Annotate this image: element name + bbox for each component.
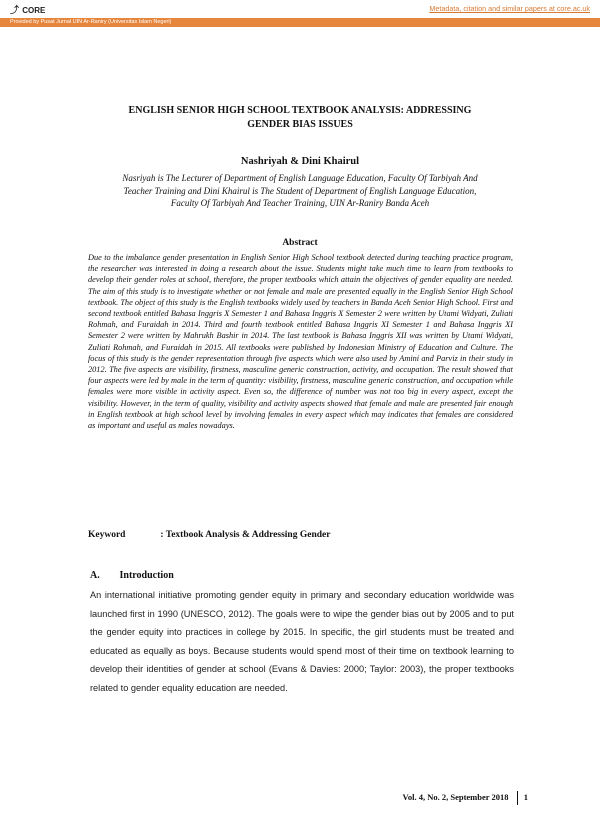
author-affiliation — [80, 172, 520, 210]
provided-by-bar — [0, 18, 600, 27]
paper-authors: Nashriyah & Dini Khairul — [240, 156, 360, 167]
page-footer — [402, 791, 528, 805]
section-title: Introduction — [119, 570, 174, 581]
keyword-value: : Textbook Analysis & Addressing Gender — [160, 530, 331, 540]
affiliation-line-1: Nasriyah is The Lecturer of Department of English Language Education, Faculty Of Tarbiyah And — [122, 173, 478, 183]
abstract-text: Due to the imbalance gender presentation in English Senior High School textbook detected during teaching practice program, the researcher was interested in doing a research about the issue. Students might take much time to learn from textbooks to develop their gender roles at school, therefore, the proper textbooks which attain the objectives of gender equality are needed. The aim of this study is to investigate whether or not female and male are presented equally in the English Senior High School textbook. The object of this study is the English textbooks widely used by teachers in Banda Aceh Senior High School. First and second textbook entitled Bahasa Inggris X Semester 1 and Bahasa Inggris X Semester 2 were written by Utami Widyati, Zuliati Rohmah, and Furaidah in 2014. Third and fourth textbook entitled Bahasa Inggris XI Semester 1 and Bahasa Inggris XI Semester 2 were written by Mahrukh Bashir in 2014. The last textbook is Bahasa Inggris XII was written by Utami Widyati, Zuliati Rohmah, and Furaidah in 2015. All textbooks were published by Indonesian Ministry of Education and Culture. The focus of this study is the gender representation through five aspects which were also used by Amini and Parviz in their study in 2012. The five aspects are visibility, firstness, masculine generic construction, activity, and occupation. The result showed that four aspects were led by male in the term of quantity: visibility, firstness, masculine generic construction, and occupation while females were more visible in activity aspect. Even so, the difference of number was not too big in every aspect, except the visibility. However, in the term of quality, visibility and activity aspects showed that female and male are presented fair enough in English textbook at high school level by involving females in every aspect which may indicates that females are considered as important and useful as males nowadays. — [88, 253, 513, 431]
provided-by-text: Provided by Pusat Jurnal UIN Ar-Raniry (Universitas Islam Negeri) — [10, 18, 172, 25]
page-number: 1 — [523, 791, 528, 802]
section-number: A. — [90, 570, 100, 581]
footer-divider — [517, 791, 518, 805]
affiliation-line-2: Teacher Training and Dini Khairul is The Student of Department of English Language Education, — [123, 185, 477, 196]
core-header — [0, 0, 600, 18]
affiliation-line-3: Faculty Of Tarbiyah And Teacher Training, UIN Ar-Raniry Banda Aceh — [170, 198, 430, 208]
journal-info: Vol. 4, No. 2, September 2018 — [402, 791, 509, 802]
core-metadata-link[interactable]: Metadata, citation and similar papers at core.ac.uk — [429, 4, 590, 13]
keyword-label: Keyword — [88, 530, 126, 540]
abstract-heading: Abstract — [282, 238, 318, 248]
core-logo-text: CORE — [22, 6, 46, 15]
section-heading-introduction — [90, 570, 174, 581]
paper-title — [80, 104, 520, 131]
core-logo-icon: ⤴ — [10, 5, 20, 15]
paper-title-line-2: GENDER BIAS ISSUES — [247, 118, 353, 130]
introduction-paragraph: An international initiative promoting gender equity in primary and secondary education worldwide was launched first in 1990 (UNESCO, 2012). The goals were to wipe the gender bias out by 2005 and to put the gender equity into practices in college by 2015. In specific, the girl students must be treated and educated as equally as boys. Because students would spend most of their time on textbook learning to develop their identities of gender at school (Evans & Davies: 2000; Taylor: 2003), the proper textbooks related to gender equality education are needed. — [90, 590, 514, 693]
core-logo[interactable] — [10, 3, 45, 16]
keyword-row — [88, 530, 330, 540]
paper-title-line-1: ENGLISH SENIOR HIGH SCHOOL TEXTBOOK ANALYSIS: ADDRESSING — [128, 105, 472, 116]
